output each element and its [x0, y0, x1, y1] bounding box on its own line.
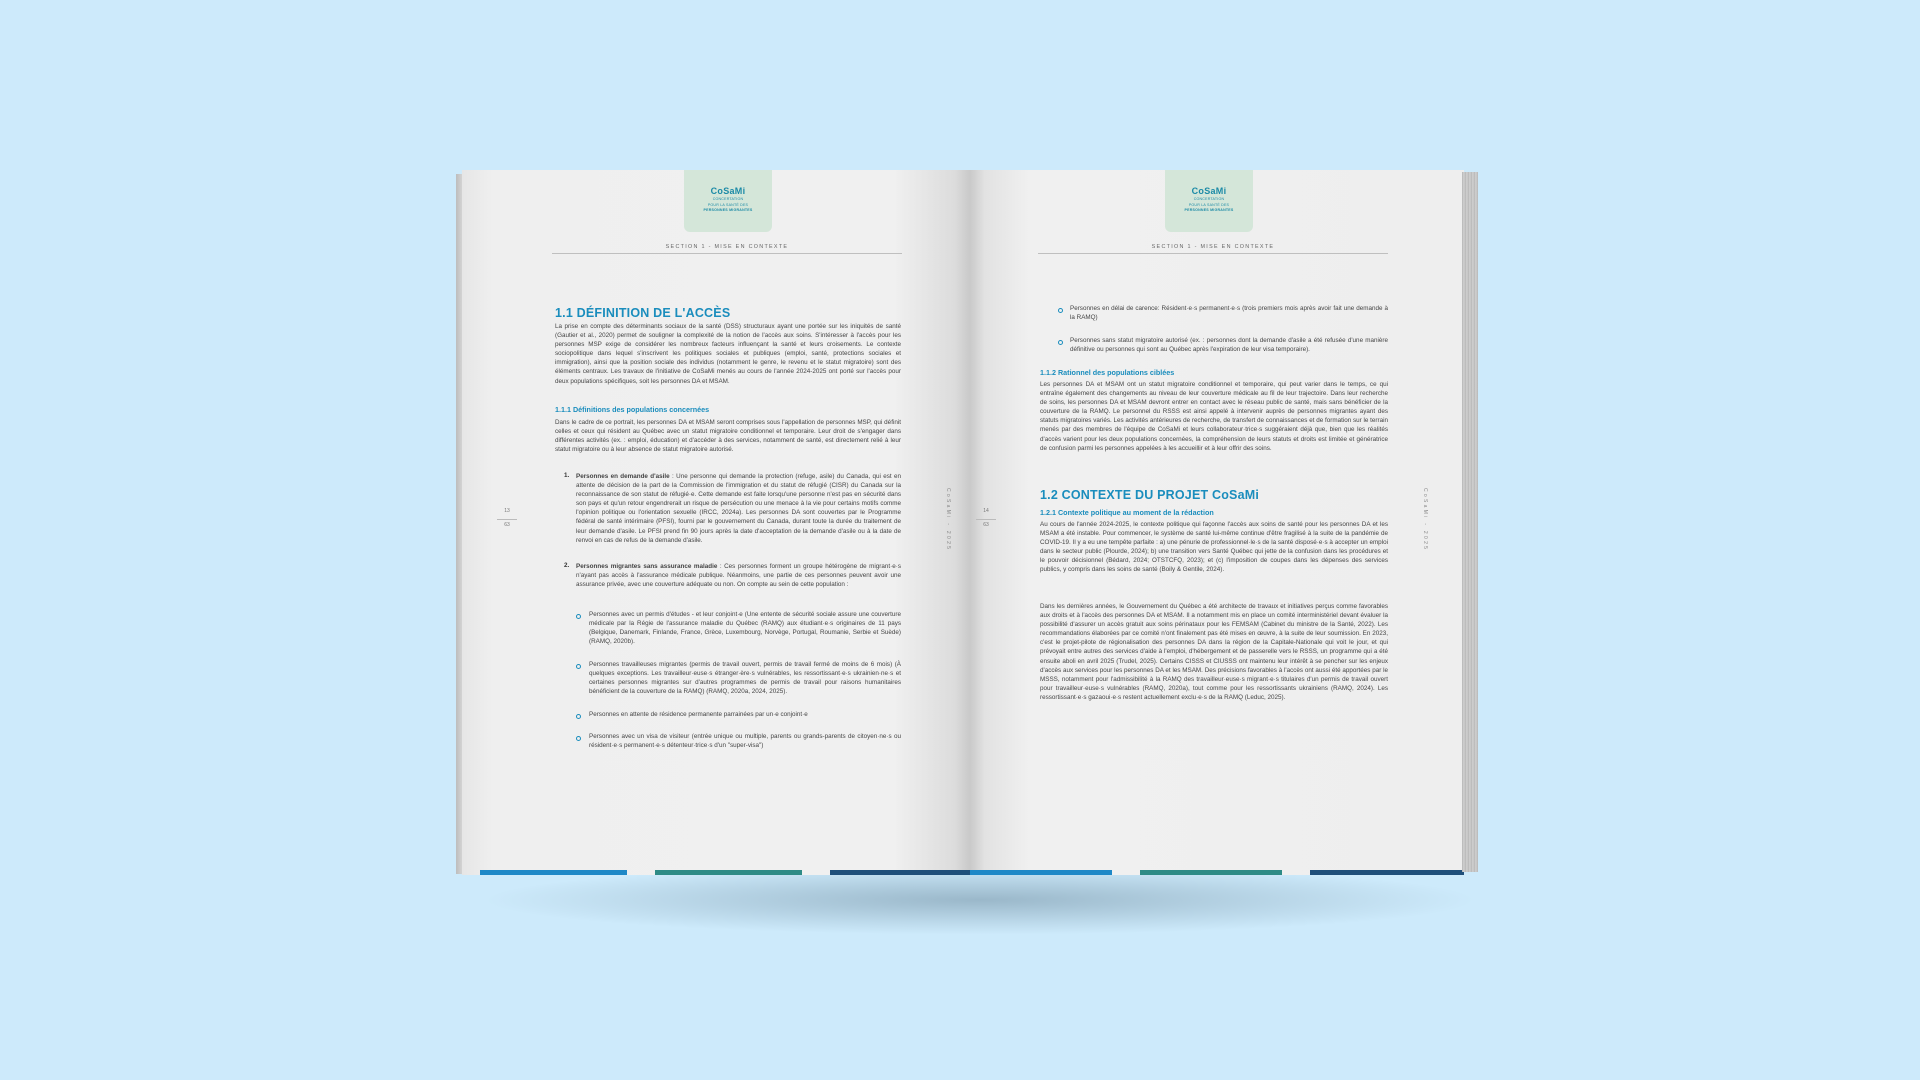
paragraph-4: Au cours de l'année 2024-2025, le contexte politique qui façonne l'accès aux soins de santé pour les personnes DA et les MSAM a été instable. Pour commencer, le système de santé lui-même continue d'être fragilisé à la suite de la pandémie de COVID-19. Il y a eu une tempête parfaite : a) une pénurie de professionnel·le·s de la santé disposé·e·s à accepter un emploi dans le secteur public (Plourde, 2024); b) une transition vers Santé Québec qui jette de la confusion dans les procédures et le pouvoir décisionnel (Bédard, 2024; OTSTCFQ, 2023); et (c) l'imposition de coupes dans les dépenses des services publics, y compris dans les soins de santé (Boily & Gentile, 2024). — [1040, 521, 1388, 574]
logo-sub3: PERSONNES MIGRANTES — [703, 208, 753, 213]
item-1-text — [576, 472, 901, 545]
color-bar-teal — [1140, 870, 1282, 875]
page-total: 63 — [983, 522, 989, 528]
vertical-label: CoSaMi - 2025 — [1422, 488, 1428, 552]
color-bar-navy — [830, 870, 970, 875]
section-header-rule — [1038, 253, 1388, 254]
logo-sub3: PERSONNES MIGRANTES — [1184, 208, 1234, 213]
heading-1-2-1: 1.2.1 Contexte politique au moment de la rédaction — [1040, 508, 1214, 517]
bullet-item-4: Personnes avec un visa de visiteur (entrée unique ou multiple, parents ou grands-parents de citoyen·ne·s ou résident·e·s permanent·e·s détenteur·trice·s d'un "super-visa") — [589, 733, 901, 750]
logo-sub2: POUR LA SANTÉ DES — [1188, 202, 1230, 207]
page-number: 13 — [504, 508, 510, 514]
heading-1-2: 1.2 CONTEXTE DU PROJET CoSaMi — [1040, 488, 1260, 502]
heading-1-1: 1.1 DÉFINITION DE L'ACCÈS — [555, 306, 731, 320]
heading-1-1-2: 1.1.2 Rationnel des populations ciblées — [1040, 368, 1175, 377]
item-2-title: Personnes migrantes sans assurance maladie — [576, 563, 718, 570]
left-page — [462, 170, 970, 875]
page-number: 14 — [983, 508, 989, 514]
paragraph-5: Dans les dernières années, le Gouvernement du Québec a été architecte de travaux et initiatives perçus comme favorables aux droits et à l'accès des personnes DA et MSAM. Il a notamment mis en place un comité interministériel devant évaluer la possibilité d'assurer un accès gratuit aux soins périnataux pour les FEMSAM (Cabinet du ministre de la Santé, 2022). Les recommandations élaborées par ce comité n'ont finalement pas été mises en œuvre, à la suite de leur soumission. En 2023, c'est le projet-pilote de régionalisation des personnes DA dans la région de la Capitale-Nationale qui voit le jour, et qui prévoyait entre autres des services d'aide à l'emploi, d'hébergement et de passerelle vers le RSSS, un programme qui a été ensuite aboli en avril 2025 (Trudel, 2025). Certains CISSS et CIUSSS ont maintenu leur intérêt à se pencher sur les enjeux d'accès aux services pour les personnes DA et les MSAM. Des précisions favorables à l'accès ont aussi été apportées par le MSSS, notamment pour l'admissibilité à la RAMQ des travailleur·euse·s migrant·e·s titulaires d'un permis de travail ouvert pour travailleur·euse·s vulnérables (RAMQ, 2020a), tout comme pour les ressortissants ukrainiens (RAMQ, 2024). Les ressortissant·e·s gazaoui·e·s restent actuellement exclu·e·s de la RAMQ (Leduc, 2025). — [1040, 603, 1388, 701]
bullet-item-6: Personnes sans statut migratoire autorisé (ex. : personnes dont la demande d'asile a été refusée d'une manière définitive ou personnes qui sont au Québec après l'expiration de leur visa temporaire). — [1070, 337, 1388, 354]
open-book — [462, 170, 1477, 875]
page-total: 63 — [504, 522, 510, 528]
section-header: SECTION 1 - MISE EN CONTEXTE — [665, 244, 789, 250]
bullet-icon — [576, 614, 581, 619]
logo-name: CoSaMi — [1191, 186, 1227, 196]
bullet-icon — [576, 736, 581, 741]
cosami-logo — [684, 170, 772, 232]
bullet-icon — [576, 714, 581, 719]
paragraph-2: Dans le cadre de ce portrait, les personnes DA et MSAM seront comprises sous l'appellation de personnes MSP, qui définit celles et ceux qui résident au Québec avec un statut migratoire conditionnel et temporaire. Leur droit de s'engager dans différentes activités (ex. : emploi, éducation) et d'accéder à des services, notamment de santé, est directement relié à leur statut migratoire ou à leur absence de statut migratoire autorisé. — [555, 419, 901, 454]
bullet-icon — [1058, 308, 1063, 313]
item-1-title: Personnes en demande d'asile — [576, 473, 670, 480]
item-1-number: 1. — [564, 472, 570, 479]
logo-sub1: CONCERTATION — [712, 197, 744, 201]
color-bar-teal — [655, 870, 802, 875]
color-bar-blue — [970, 870, 1112, 875]
bullet-item-5: Personnes en délai de carence: Résident·e·s permanent·e·s (trois premiers mois après avoir fait une demande à la RAMQ) — [1070, 305, 1388, 322]
paragraph-3: Les personnes DA et MSAM ont un statut migratoire conditionnel et temporaire, qui peut varier dans le temps, ce qui entraîne également des changements au niveau de leur couverture médicale au fil de leur trajectoire. Dans leur recherche de soins, les personnes DA et MSAM devront entrer en contact avec le réseau public de santé, mais sans bénéficier de la couverture de la RAMQ. Le personnel du RSSS est ainsi appelé à intervenir auprès de personnes migrantes ayant des statuts migratoires variés. Les activités antérieures de recherche, de transfert de connaissances et de formation sur le terrain menés par des membres de l'équipe de CoSaMi et leurs collaborateur·trice·s suggéraient déjà que, bien que les réalités d'accès varient pour les deux populations concernées, la compréhension de leurs statuts et droits est limitée et génératrice de confusion parmi les personnes appelées à les accueillir et à leur offrir des soins. — [1040, 381, 1388, 452]
section-header-rule — [552, 253, 902, 254]
item-1-body: : Une personne qui demande la protection (refuge, asile) du Canada, qui est en attente de décision de la part de la Commission de l'immigration et du statut de réfugié (CISR) du Canada sur la reconnaissance de son statut de réfugié·e. Cette demande est faite lorsqu'une personne n'est pas en sécurité dans son pays et qu'un retour engendrerait un risque de persécution ou une menace à la vie pour certains motifs comme l'opinion politique ou l'orientation sexuelle (IRCC, 2024a). Les personnes DA sont couvertes par le Programme fédéral de santé intérimaire (PFSI), fourni par le gouvernement du Canada, durant toute la durée du traitement de leur demande d'asile. Le PFSI prend fin 90 jours après la date d'acceptation de la demande d'asile ou à la date de renvoi en cas de refus de la demande d'asile. — [576, 473, 901, 544]
bullet-icon — [1058, 340, 1063, 345]
logo-sub1: CONCERTATION — [1193, 197, 1225, 201]
right-page-edge — [1462, 172, 1478, 872]
bullet-item-3: Personnes en attente de résidence permanente parrainées par un·e conjoint·e — [589, 711, 808, 718]
item-2-text — [576, 562, 901, 589]
logo-sub2: POUR LA SANTÉ DES — [707, 202, 749, 207]
vertical-label: CoSaMi - 2025 — [945, 488, 951, 552]
heading-1-1-1: 1.1.1 Définitions des populations concernées — [555, 405, 710, 414]
item-2-body: : Ces personnes forment un groupe hétérogène de migrant·e·s n'ayant pas accès à l'assurance médicale publique. Néanmoins, une partie de ces personnes peuvent avoir une assurance privée, avec une couverture adéquate ou non. On compte au sein de cette population : — [576, 563, 902, 589]
color-bar-blue — [480, 870, 627, 875]
bullet-item-1: Personnes avec un permis d'études - et leur conjoint·e (Une entente de sécurité sociale assure une couverture médicale par la Régie de l'assurance maladie du Québec (RAMQ) aux étudiant·e·s originaires de 11 pays (Belgique, Danemark, Finlande, France, Grèce, Luxembourg, Norvège, Portugal, Roumanie, Serbie et Suède) (RAMQ, 2020b). — [589, 611, 901, 646]
cosami-logo — [1165, 170, 1253, 232]
item-2-number: 2. — [564, 562, 570, 569]
logo-name: CoSaMi — [710, 186, 746, 196]
paragraph-1: La prise en compte des déterminants sociaux de la santé (DSS) structuraux ayant une portée sur les iniquités de santé (Gautier et al., 2020) permet de souligner la complexité de la notion de l'accès aux soins. S'intéresser à l'accès pour les personnes MSP exige de considérer les nombreux facteurs influençant la santé et leurs croisements. Le contexte sociopolitique dans lequel s'inscrivent les politiques sociales et publiques (emploi, santé, protections sociales et immigration), ainsi que la position sociale des individus (notamment le genre, le revenu et le statut migratoire) sont des éléments centraux. Les travaux de l'initiative de CoSaMi menés au cours de l'année 2024-2025 ont porté sur l'accès pour deux populations spécifiques, soit les personnes DA et MSAM. — [555, 323, 901, 385]
right-page — [970, 170, 1464, 875]
bullet-item-2: Personnes travailleuses migrantes (permis de travail ouvert, permis de travail fermé de moins de 6 mois) (À quelques exceptions. Les travailleur·euse·s étranger·ère·s vulnérables, les ressortissant·e·s ukrainien·ne·s et certaines personnes migrantes sur d'autres programmes de permis de travail pour raisons humanitaires bénéficient de la couverture de la RAMQ) (RAMQ, 2020a, 2024, 2025). — [589, 661, 901, 696]
section-header: SECTION 1 - MISE EN CONTEXTE — [1151, 244, 1275, 250]
bullet-icon — [576, 664, 581, 669]
book-shadow — [480, 865, 1480, 935]
color-bar-navy — [1310, 870, 1464, 875]
